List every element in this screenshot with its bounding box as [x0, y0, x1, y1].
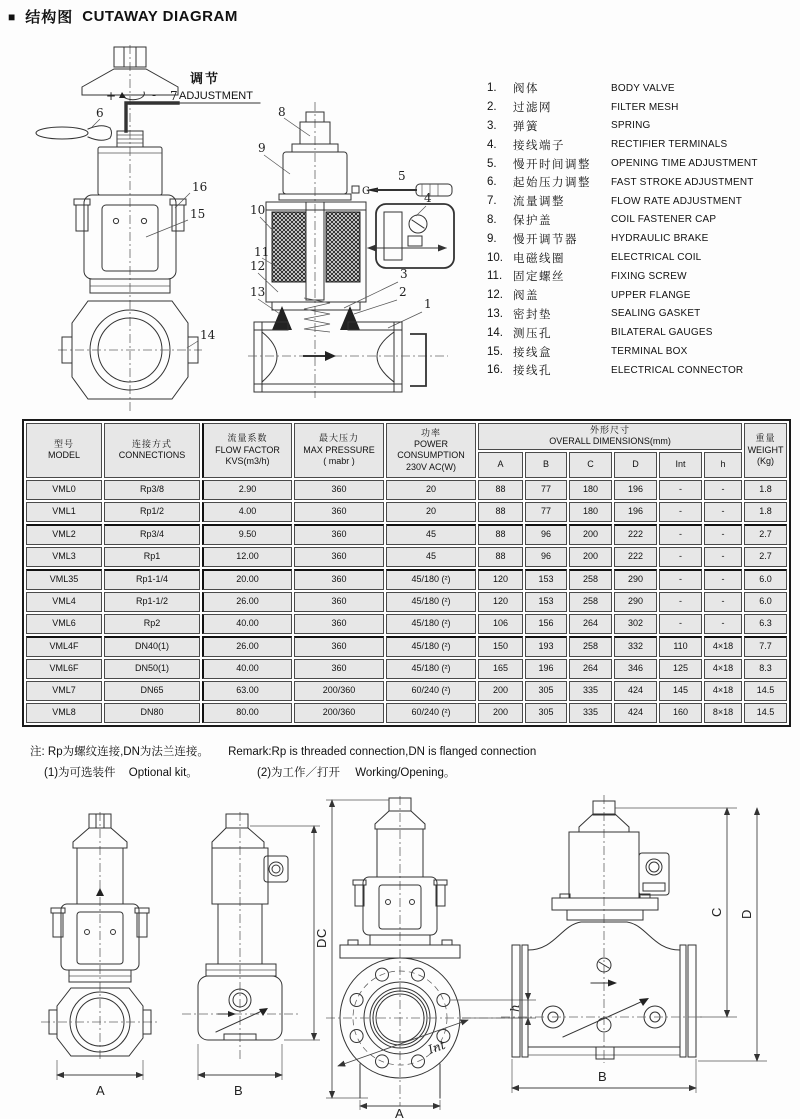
cell-flow-factor: 26.00 — [202, 592, 292, 612]
part-name-zh: 慢开时间调整 — [513, 158, 591, 171]
cell-power: 45 — [386, 524, 476, 545]
cell-connection: DN65 — [104, 681, 200, 701]
callout-15: 15 — [190, 207, 206, 221]
cell-flow-factor: 40.00 — [202, 614, 292, 634]
cell-power: 45/180 (²) — [386, 569, 476, 590]
part-number: 1. — [487, 82, 497, 95]
cell-dim-d: 290 — [614, 569, 657, 590]
part-number: 2. — [487, 101, 497, 114]
part-name-en: RECTIFIER TERMINALS — [611, 139, 728, 151]
col-header-max-pressure: 最大压力 MAX PRESSURE ( mabr ) — [294, 423, 384, 478]
rectifier-terminals — [368, 204, 454, 268]
part-number: 8. — [487, 213, 497, 226]
spec-table-row — [26, 614, 787, 634]
col-header-overall-dimensions: 外形尺寸 OVERALL DIMENSIONS(mm) — [478, 423, 742, 450]
part-number: 5. — [487, 157, 497, 170]
dim-label-d: D — [314, 938, 329, 948]
remark-zh: 注: Rp为螺纹连接,DN为法兰连接。 — [30, 746, 209, 758]
part-number: 4. — [487, 138, 497, 151]
parts-list-item — [487, 98, 795, 117]
callout-13: 13 — [250, 285, 266, 299]
part-number: 3. — [487, 119, 497, 132]
part-name-en: HYDRAULIC BRAKE — [611, 233, 709, 245]
spec-table — [22, 419, 791, 727]
callout-2: 2 — [399, 285, 407, 299]
cell-dim-b: 153 — [525, 569, 567, 590]
cell-dim-b: 77 — [525, 502, 567, 522]
cell-flow-factor: 26.00 — [202, 636, 292, 657]
cell-weight: 2.7 — [744, 547, 787, 567]
col-header-dim-d: D — [614, 452, 657, 478]
dim-label-d2: D — [739, 909, 754, 919]
dim-label-b2: B — [598, 1069, 607, 1084]
cell-connection: Rp3/4 — [104, 524, 200, 545]
cell-power: 60/240 (²) — [386, 681, 476, 701]
part-name-zh: 电磁线圈 — [513, 252, 565, 265]
cell-dim-c: 258 — [569, 592, 612, 612]
remark-line-1 — [30, 742, 552, 763]
col-header-dim-a: A — [478, 452, 523, 478]
bracket — [410, 334, 426, 386]
cell-power: 45/180 (²) — [386, 659, 476, 679]
cell-model: VML8 — [26, 703, 102, 723]
part-name-zh: 阀盖 — [513, 290, 539, 303]
cell-dim-int: 145 — [659, 681, 702, 701]
allen-key — [126, 103, 178, 131]
cell-dim-c: 180 — [569, 502, 612, 522]
flanged-body-side — [501, 922, 705, 1059]
cell-connection: Rp1 — [104, 547, 200, 567]
cell-dim-int: - — [659, 614, 702, 634]
wrench — [36, 126, 112, 141]
cell-dim-a: 120 — [478, 569, 523, 590]
part-name-en: SEALING GASKET — [611, 308, 701, 320]
cell-power: 60/240 (²) — [386, 703, 476, 723]
parts-list-item — [487, 117, 795, 136]
cell-max-pressure: 360 — [294, 480, 384, 500]
cell-dim-h: - — [704, 547, 742, 567]
part-name-en: UPPER FLANGE — [611, 289, 691, 301]
spec-table-row — [26, 569, 787, 590]
cell-dim-int: 110 — [659, 636, 702, 657]
col-header-flow-factor: 流量系数 FLOW FACTOR KVS(m3/h) — [202, 423, 292, 478]
spec-table-row — [26, 681, 787, 701]
adjust-label-zh: 调节 — [190, 71, 221, 86]
optional-kit-zh: (1)为可选装件 — [44, 767, 116, 780]
cell-dim-b: 305 — [525, 703, 567, 723]
part-name-zh: 密封垫 — [513, 308, 552, 321]
part-name-en: ELECTRICAL CONNECTOR — [611, 364, 744, 376]
cell-max-pressure: 200/360 — [294, 681, 384, 701]
cell-weight: 2.7 — [744, 524, 787, 545]
cell-dim-h: - — [704, 592, 742, 612]
cell-dim-h: 4×18 — [704, 681, 742, 701]
cell-dim-int: 125 — [659, 659, 702, 679]
part-name-en: ELECTRICAL COIL — [611, 252, 702, 264]
col-header-power: 功率 POWER CONSUMPTION 230V AC(W) — [386, 423, 476, 478]
cell-dim-h: - — [704, 614, 742, 634]
cell-power: 45/180 (²) — [386, 614, 476, 634]
dimension-drawing-threaded-side — [168, 812, 333, 1104]
plus-label: + — [106, 89, 117, 103]
g-label: G — [362, 186, 370, 197]
parts-list-item — [487, 267, 795, 286]
cell-max-pressure: 360 — [294, 614, 384, 634]
parts-list-item — [487, 211, 795, 230]
page-title — [8, 6, 238, 27]
dim-label-a2: A — [395, 1106, 404, 1119]
parts-list-item — [487, 154, 795, 173]
part-name-zh: 保护盖 — [513, 214, 552, 227]
cell-dim-a: 88 — [478, 480, 523, 500]
callout-10: 10 — [250, 203, 266, 217]
col-header-connections: 连接方式 CONNECTIONS — [104, 423, 200, 478]
callout-3: 3 — [400, 267, 408, 281]
callout-5: 5 — [398, 169, 406, 183]
cell-dim-b: 156 — [525, 614, 567, 634]
cell-weight: 8.3 — [744, 659, 787, 679]
cell-dim-d: 302 — [614, 614, 657, 634]
cell-dim-a: 165 — [478, 659, 523, 679]
cell-max-pressure: 360 — [294, 592, 384, 612]
electrical-coil — [266, 202, 366, 302]
cell-dim-int: - — [659, 502, 702, 522]
cell-dim-c: 264 — [569, 659, 612, 679]
parts-list-item — [487, 248, 795, 267]
cell-weight: 1.8 — [744, 480, 787, 500]
cell-dim-a: 200 — [478, 703, 523, 723]
callout-16: 16 — [192, 180, 208, 194]
part-name-zh: 接线孔 — [513, 365, 552, 378]
callout-6: 6 — [96, 106, 104, 120]
cell-connection: Rp1-1/2 — [104, 592, 200, 612]
cell-max-pressure: 360 — [294, 524, 384, 545]
part-name-en: FIXING SCREW — [611, 270, 687, 282]
parts-list-item — [487, 79, 795, 98]
cell-connection: Rp3/8 — [104, 480, 200, 500]
dim-label-a: A — [96, 1083, 105, 1098]
working-opening-zh: (2)为工作／打开 — [257, 767, 341, 780]
part-name-en: COIL FASTENER CAP — [611, 214, 717, 226]
parts-list-item — [487, 192, 795, 211]
part-number: 9. — [487, 232, 497, 245]
cell-weight: 14.5 — [744, 681, 787, 701]
page-title-zh: 结构图 — [25, 9, 74, 26]
parts-list — [487, 79, 795, 380]
cell-max-pressure: 360 — [294, 636, 384, 657]
valve-body-front — [58, 301, 202, 399]
cell-max-pressure: 360 — [294, 547, 384, 567]
part-name-en: BILATERAL GAUGES — [611, 327, 713, 339]
cell-dim-c: 180 — [569, 480, 612, 500]
cell-model: VML35 — [26, 569, 102, 590]
cell-dim-d: 424 — [614, 703, 657, 723]
optional-kit-en: Optional kit。 — [128, 767, 198, 780]
cell-connection: Rp2 — [104, 614, 200, 634]
spec-table-row — [26, 480, 787, 500]
cell-dim-c: 335 — [569, 681, 612, 701]
cell-flow-factor: 80.00 — [202, 703, 292, 723]
cell-power: 20 — [386, 502, 476, 522]
cell-model: VML6 — [26, 614, 102, 634]
square-bullet-icon: ■ — [8, 9, 17, 24]
cell-power: 45 — [386, 547, 476, 567]
part-name-zh: 阀体 — [513, 83, 539, 96]
cell-dim-d: 332 — [614, 636, 657, 657]
g-port — [352, 186, 359, 193]
cell-dim-d: 346 — [614, 659, 657, 679]
part-name-zh: 固定螺丝 — [513, 271, 565, 284]
cell-max-pressure: 360 — [294, 502, 384, 522]
part-name-zh: 接线盒 — [513, 346, 552, 359]
parts-list-item — [487, 323, 795, 342]
parts-list-item — [487, 305, 795, 324]
part-name-zh: 弹簧 — [513, 120, 539, 133]
cell-dim-h: - — [704, 480, 742, 500]
cell-connection: DN80 — [104, 703, 200, 723]
part-name-zh: 测压孔 — [513, 327, 552, 340]
spec-table-row — [26, 703, 787, 723]
col-header-dim-int: Int — [659, 452, 702, 478]
cell-dim-int: 160 — [659, 703, 702, 723]
part-number: 14. — [487, 326, 503, 339]
dimension-drawing-threaded-front — [25, 812, 175, 1104]
callout-4: 4 — [424, 191, 432, 205]
cell-model: VML4 — [26, 592, 102, 612]
cell-dim-h: - — [704, 569, 742, 590]
dim-label-h: h — [508, 1004, 522, 1012]
part-name-zh: 起始压力调整 — [513, 177, 591, 190]
part-name-en: FAST STROKE ADJUSTMENT — [611, 176, 754, 188]
cell-dim-int: - — [659, 592, 702, 612]
part-name-en: OPENING TIME ADJUSTMENT — [611, 158, 758, 170]
dim-label-int: Int — [426, 1037, 448, 1057]
cell-dim-c: 264 — [569, 614, 612, 634]
cell-dim-h: - — [704, 524, 742, 545]
parts-list-item — [487, 342, 795, 361]
cell-flow-factor: 63.00 — [202, 681, 292, 701]
cell-dim-a: 120 — [478, 592, 523, 612]
part-name-en: FILTER MESH — [611, 101, 679, 113]
spec-table-row — [26, 502, 787, 522]
exploded-view-drawing — [30, 45, 260, 417]
callout-9: 9 — [258, 141, 266, 155]
cell-dim-c: 335 — [569, 703, 612, 723]
part-number: 13. — [487, 307, 503, 320]
part-number: 16. — [487, 364, 503, 377]
cell-connection: DN50(1) — [104, 659, 200, 679]
screwdriver — [366, 184, 452, 196]
cell-dim-b: 196 — [525, 659, 567, 679]
cell-weight: 1.8 — [744, 502, 787, 522]
cell-dim-d: 222 — [614, 547, 657, 567]
part-name-en: BODY VALVE — [611, 82, 675, 94]
cell-dim-d: 290 — [614, 592, 657, 612]
cell-dim-h: 4×18 — [704, 636, 742, 657]
minus-label: - — [152, 88, 157, 102]
cell-dim-int: - — [659, 480, 702, 500]
part-name-zh: 过滤网 — [513, 102, 552, 115]
parts-list-item — [487, 361, 795, 380]
cell-dim-int: - — [659, 569, 702, 590]
cell-dim-a: 88 — [478, 502, 523, 522]
cell-weight: 14.5 — [744, 703, 787, 723]
cell-max-pressure: 200/360 — [294, 703, 384, 723]
callout-8: 8 — [278, 105, 286, 119]
cell-weight: 6.0 — [744, 569, 787, 590]
col-header-dim-b: B — [525, 452, 567, 478]
cell-dim-b: 77 — [525, 480, 567, 500]
page-title-en: CUTAWAY DIAGRAM — [82, 8, 238, 25]
part-number: 6. — [487, 176, 497, 189]
cell-power: 20 — [386, 480, 476, 500]
cell-model: VML1 — [26, 502, 102, 522]
cell-model: VML7 — [26, 681, 102, 701]
spec-table-row — [26, 524, 787, 545]
part-name-en: SPRING — [611, 120, 651, 132]
cell-dim-h: - — [704, 502, 742, 522]
cell-power: 45/180 (²) — [386, 636, 476, 657]
dim-label-c: C — [314, 928, 329, 938]
cell-dim-int: - — [659, 547, 702, 567]
part-name-en: TERMINAL BOX — [611, 346, 688, 358]
cell-dim-a: 88 — [478, 547, 523, 567]
part-name-zh: 接线端子 — [513, 139, 565, 152]
cell-flow-factor: 12.00 — [202, 547, 292, 567]
cell-dim-b: 153 — [525, 592, 567, 612]
spec-table-row — [26, 659, 787, 679]
dimension-drawing-flanged-side — [505, 795, 795, 1115]
cell-max-pressure: 360 — [294, 659, 384, 679]
part-name-en: FLOW RATE ADJUSTMENT — [611, 195, 743, 207]
remark-line-2 — [44, 763, 552, 784]
parts-list-item — [487, 286, 795, 305]
cell-dim-d: 222 — [614, 524, 657, 545]
cell-dim-int: - — [659, 524, 702, 545]
cell-dim-c: 258 — [569, 569, 612, 590]
callout-7: 7 — [170, 89, 178, 103]
spec-table-row — [26, 547, 787, 567]
part-number: 10. — [487, 251, 503, 264]
spec-table-row — [26, 636, 787, 657]
cell-dim-a: 106 — [478, 614, 523, 634]
cell-dim-b: 193 — [525, 636, 567, 657]
cell-model: VML3 — [26, 547, 102, 567]
cell-connection: DN40(1) — [104, 636, 200, 657]
cell-model: VML4F — [26, 636, 102, 657]
cell-dim-c: 258 — [569, 636, 612, 657]
cell-dim-c: 200 — [569, 524, 612, 545]
part-number: 15. — [487, 345, 503, 358]
dim-label-c2: C — [709, 907, 724, 917]
cell-dim-a: 200 — [478, 681, 523, 701]
cutaway-section-drawing — [248, 98, 488, 410]
cell-flow-factor: 20.00 — [202, 569, 292, 590]
col-header-model: 型号 MODEL — [26, 423, 102, 478]
part-number: 7. — [487, 195, 497, 208]
dim-label-b: B — [234, 1083, 243, 1098]
cell-dim-c: 200 — [569, 547, 612, 567]
cell-dim-d: 424 — [614, 681, 657, 701]
col-header-dim-c: C — [569, 452, 612, 478]
working-opening-en: Working/Opening。 — [355, 767, 456, 780]
part-number: 12. — [487, 289, 503, 302]
cell-weight: 6.0 — [744, 592, 787, 612]
col-header-dim-h: h — [704, 452, 742, 478]
cell-flow-factor: 4.00 — [202, 502, 292, 522]
cell-dim-h: 8×18 — [704, 703, 742, 723]
remark-en: Remark:Rp is threaded connection,DN is flanged connection — [228, 746, 537, 758]
callout-11: 11 — [254, 245, 270, 259]
col-header-weight: 重量 WEIGHT (Kg) — [744, 423, 787, 478]
callout-14: 14 — [200, 328, 216, 342]
cell-dim-d: 196 — [614, 480, 657, 500]
upper-flange-and-spring — [272, 298, 360, 332]
cell-flow-factor: 40.00 — [202, 659, 292, 679]
cell-weight: 7.7 — [744, 636, 787, 657]
callout-12: 12 — [250, 259, 266, 273]
part-name-zh: 流量调整 — [513, 196, 565, 209]
cell-dim-b: 96 — [525, 547, 567, 567]
cell-dim-d: 196 — [614, 502, 657, 522]
remarks — [30, 742, 552, 785]
parts-list-item — [487, 229, 795, 248]
valve-body-section — [248, 322, 448, 392]
parts-list-item — [487, 173, 795, 192]
cell-max-pressure: 360 — [294, 569, 384, 590]
cell-dim-a: 88 — [478, 524, 523, 545]
cell-power: 45/180 (²) — [386, 592, 476, 612]
cell-connection: Rp1-1/4 — [104, 569, 200, 590]
adjust-label-en: ADJUSTMENT — [179, 90, 253, 102]
cell-model: VML0 — [26, 480, 102, 500]
part-number: 11. — [487, 270, 503, 283]
part-name-zh: 慢开调节器 — [513, 233, 578, 246]
rotate-arrow-icon — [122, 92, 144, 100]
parts-list-item — [487, 135, 795, 154]
cell-dim-h: 4×18 — [704, 659, 742, 679]
cell-connection: Rp1/2 — [104, 502, 200, 522]
cell-model: VML6F — [26, 659, 102, 679]
cell-dim-a: 150 — [478, 636, 523, 657]
spec-table-row — [26, 592, 787, 612]
cell-flow-factor: 9.50 — [202, 524, 292, 545]
cell-dim-b: 96 — [525, 524, 567, 545]
cell-dim-b: 305 — [525, 681, 567, 701]
cell-weight: 6.3 — [744, 614, 787, 634]
callout-1: 1 — [424, 297, 432, 311]
cell-flow-factor: 2.90 — [202, 480, 292, 500]
cell-model: VML2 — [26, 524, 102, 545]
